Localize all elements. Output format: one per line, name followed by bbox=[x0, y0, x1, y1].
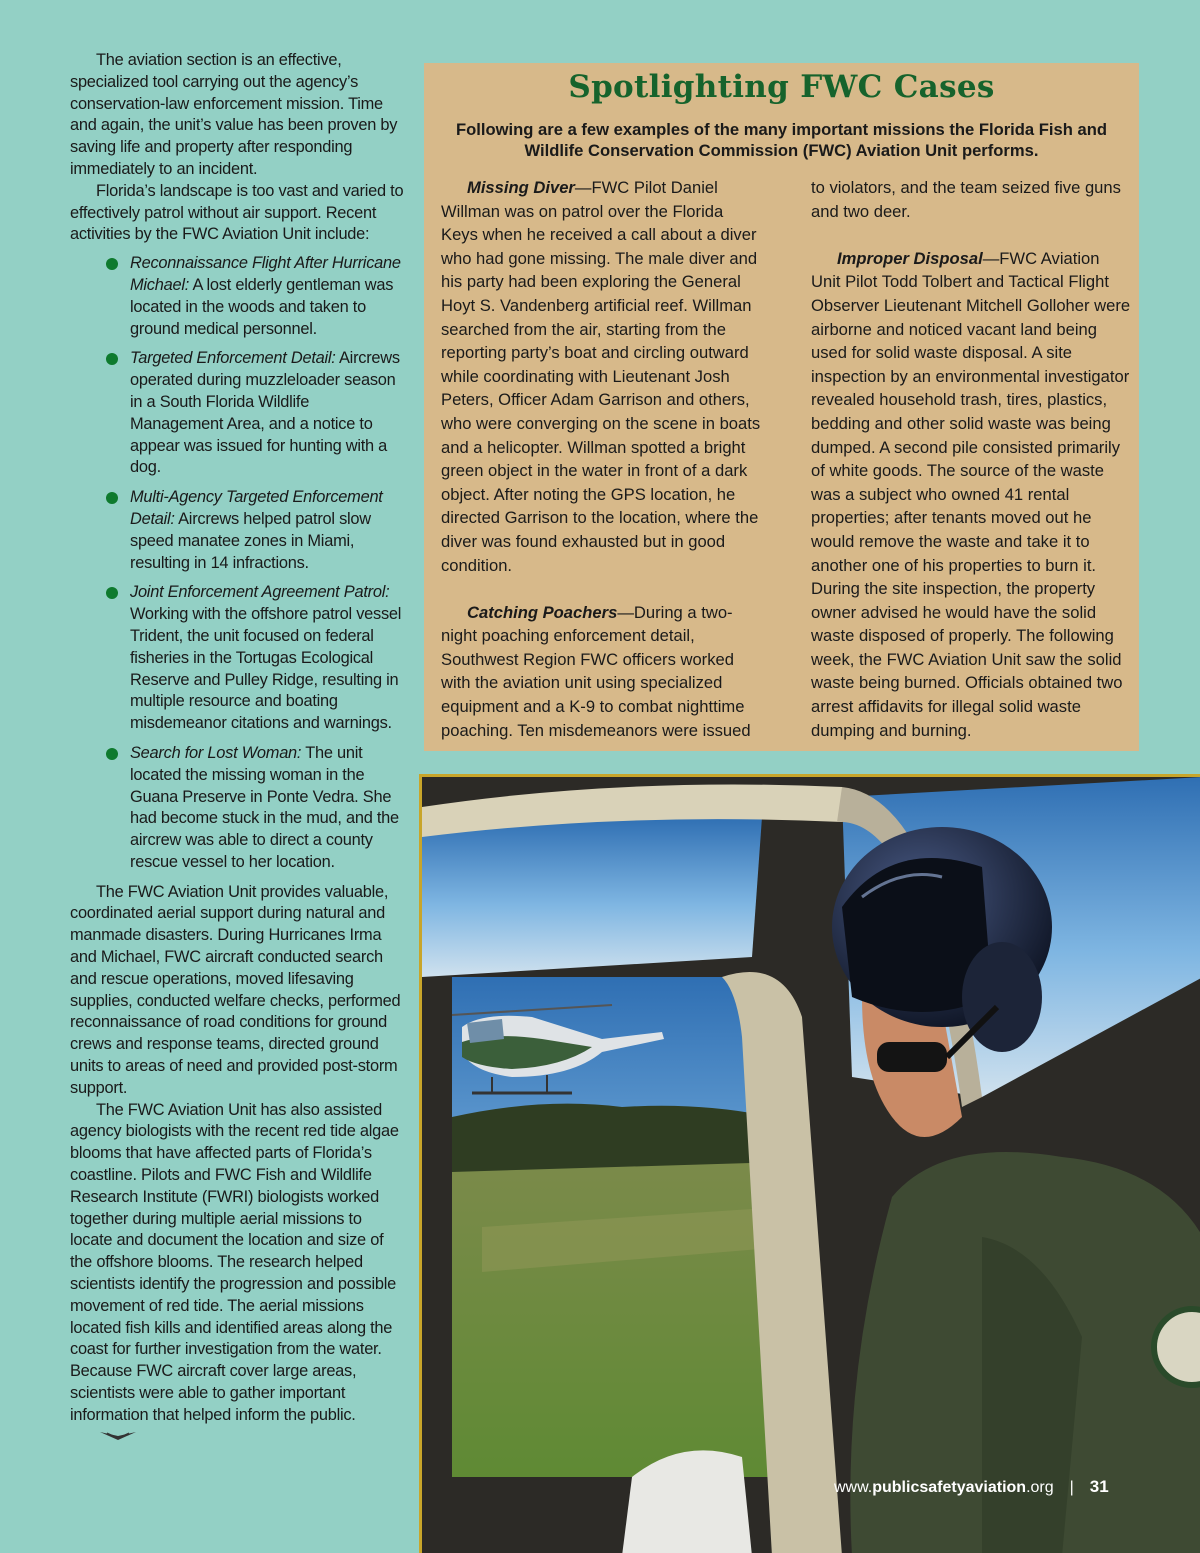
red-tide-paragraph: The FWC Aviation Unit has also assisted agency biologists with the recent red tide algae blooms that have affected parts of Florida’s coastline. Pilots and FWC Fish and Wildlife Research Institute (FWRI) biologists worked together during multiple aerial missions to locate and document the location and size of the offshore blooms. The research helped scientists identify the progression and possible movement of red tide. The aerial missions located fish kills and identified areas along the coast for further investigation from the water. Because FWC aircraft cover large areas, scientists were able to gather important information that helped inform the public. bbox=[70, 1100, 406, 1449]
sidebar-intro: Following are a few examples of the many important missions the Florida Fish and Wildlife Conservation Commission (FWC) Aviation Unit performs. bbox=[456, 120, 1107, 160]
page-number: 31 bbox=[1089, 1477, 1109, 1496]
bullet-icon bbox=[106, 587, 118, 599]
sidebar-columns bbox=[441, 176, 1131, 742]
list-item: Search for Lost Woman: The unit located the missing woman in the Guana Preserve in Ponte Vedra. She had become stuck in the mud, and the aircrew was able to direct a county rescue vessel to her location. bbox=[130, 743, 406, 874]
spotlight-sidebar bbox=[424, 63, 1139, 751]
page-footer bbox=[834, 1477, 1109, 1497]
left-column bbox=[70, 50, 406, 1449]
activities-list bbox=[70, 253, 406, 874]
footer-separator: | bbox=[1069, 1479, 1074, 1496]
bullet-icon bbox=[106, 492, 118, 504]
landscape-paragraph: Florida’s landscape is too vast and varied to effectively patrol without air support. Recent activities by the FWC Aviation Unit include: bbox=[70, 181, 404, 244]
list-item: Joint Enforcement Agreement Patrol: Working with the offshore patrol vessel Trident, the unit focused on federal fisheries in the Tortugas Ecological Reserve and Pulley Ridge, resulting in multiple resource and boating misdemeanor citations and warnings. bbox=[130, 582, 406, 735]
disaster-paragraph: The FWC Aviation Unit provides valuable, coordinated aerial support during natural and manmade disasters. During Hurricanes Irma and Michael, FWC aircraft conducted search and rescue operations, moved lifesaving supplies, conducted welfare checks, performed reconnaissance of road conditions for ground crews and response teams, directed ground units to areas of need and provided post-storm support. bbox=[70, 882, 401, 1097]
list-item: Targeted Enforcement Detail: Aircrews operated during muzzleloader season in a South Florida Wildlife Management Area, and a notice to appear was issued for hunting with a dog. bbox=[130, 348, 406, 479]
case-improper-disposal: Improper Disposal—FWC Aviation Unit Pilot Todd Tolbert and Tactical Flight Observer Lieutenant Mitchell Golloher were airborne and noticed vacant land being used for solid waste disposal. A site inspection by an environmental investigator revealed household trash, tires, plastics, bedding and other solid waste was being dumped. A second pile consisted primarily of white goods. The source of the waste was a subject who owned 41 rental properties; after tenants moved out he would remove the waste and take it to another one of his properties to burn it. During the site inspection, the property owner advised he would have the solid waste disposed of properly. The following week, the FWC Aviation Unit saw the solid waste being burned. Officials obtained two arrest affidavits for illegal solid waste dumping and burning. bbox=[811, 248, 1131, 740]
case-missing-diver: Missing Diver—FWC Pilot Daniel Willman was on patrol over the Florida Keys when he received a call about a diver who had gone missing. The male diver and his party had been exploring the General Hoyt S. Vandenberg artificial reef. Willman searched from the air, starting from the reporting party’s boat and circling outward while coordinating with Lieutenant Josh Peters, Officer Adam Garrison and others, who were converging on the scene in boats and a helicopter. Willman spotted a bright green object in the water in front of a dark object. After noting the GPS location, he directed Garrison to the location, where the diver was found exhausted but in good condition. bbox=[441, 178, 761, 575]
bullet-icon bbox=[106, 258, 118, 270]
bullet-icon bbox=[106, 748, 118, 760]
footer-url[interactable]: www.publicsafetyaviation.org bbox=[834, 1479, 1054, 1496]
sidebar-column-left bbox=[441, 176, 761, 742]
bullet-icon bbox=[106, 353, 118, 365]
list-item: Multi-Agency Targeted Enforcement Detail: Aircrews helped patrol slow speed manatee zones in Miami, resulting in 14 infractions. bbox=[130, 487, 406, 574]
end-mark-icon bbox=[73, 1427, 137, 1449]
sidebar-title: Spotlighting FWC Cases bbox=[568, 69, 995, 105]
case-catching-poachers: Catching Poachers—During a two-night poaching enforcement detail, Southwest Region FWC officers worked with the aviation unit using specialized equipment and a K-9 to combat nighttime poaching. Ten misdemeanors were issued bbox=[441, 602, 751, 740]
case-poachers-continued: to violators, and the team seized five guns and two deer. bbox=[811, 178, 1121, 221]
helicopter-cockpit-photo bbox=[419, 774, 1200, 1553]
sidebar-column-right bbox=[811, 176, 1131, 742]
intro-paragraph: The aviation section is an effective, specialized tool carrying out the agency’s conservation-law enforcement mission. Time and again, the unit’s value has been proven by saving life and property after responding immediately to an incident. bbox=[70, 51, 398, 178]
list-item: Reconnaissance Flight After Hurricane Michael: A lost elderly gentleman was located in the woods and taken to ground medical personnel. bbox=[130, 253, 406, 340]
